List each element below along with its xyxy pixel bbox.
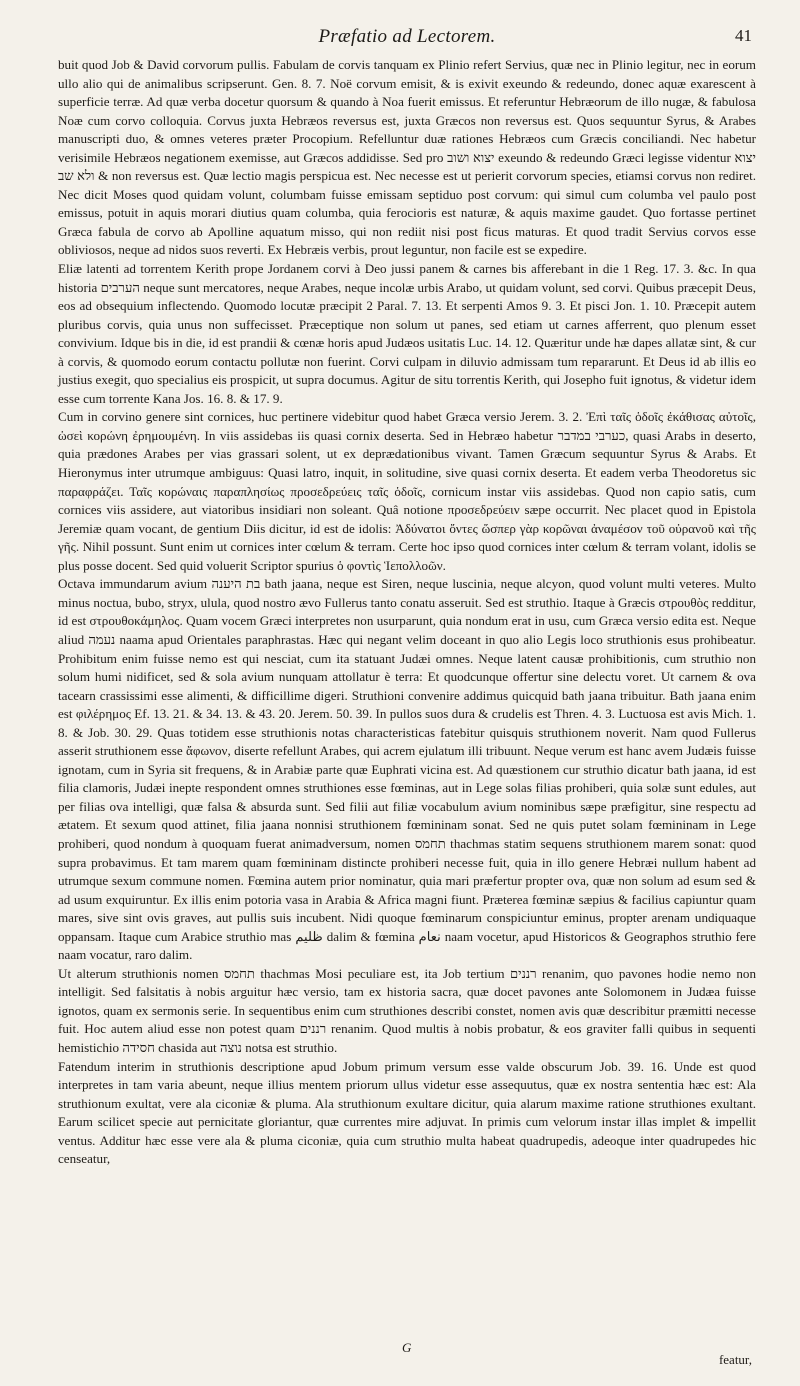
running-title: Præfatio ad Lectorem.	[318, 26, 496, 47]
running-head	[58, 26, 756, 52]
paragraph: buit quod Job & David corvorum pullis. Fabulam de corvis tanquam ex Plinio refert Servius, quæ nec in Plinio legitur, nec in eorum ullo alio qui de animalibus scripserunt. Gen. 8. 7. Noë corvum emisit, & is exivit exeundo & redeundo, donec aquæ exarescent à superficie terræ. Ad quæ verba docetur quorsum & quando à Noa fuerit emissus. Et referuntur Hebræorum de illo nugæ, & fabulosa Noæ cum corvo colloquia. Corvus juxta Hebræos reversus est, juxta Græcos non reversus est. Quos sequuntur Syrus, & Arabes manuscripti duo, & omnes veteres præter Procopium. Refelluntur duæ rationes Hebræos cum Græcis conciliandi. Nec habetur verisimile Hebræos negationem exemisse, aut Græcos addidisse. Sed pro יצוא ושוב exeundo & redeundo Græci legisse videntur יצוא ולא שב & non reversus est. Quæ lectio magis perspicua est. Nec necesse est ut perierit corvorum species, etiamsi corvus non rediret. Nec dicit Moses quod quidam volunt, columbam fuisse emissam septiduo post corvum: qui simul cum columba vel paulo post emissus, potuit in aquis morari diutius quam columba, quia ferocioris est naturæ, & aquis maxime gaudet. Quo fortasse pertinet Græca fabula de corvo ab Apolline aquatum misso, qui non rediit nisi post ficus maturas. Et quod tradit Servius corvos esse obliviosos, neque ad nidos suos reverti. Ex Hebræis verbis, prout leguntur, non facile est se expedire.	[58, 57, 757, 258]
signature-mark: G	[402, 1340, 412, 1355]
body-text	[58, 56, 756, 1169]
catchword: featur,	[718, 1352, 752, 1367]
paragraph: Cum in corvino genere sint cornices, huc pertinere videbitur quod habet Græca versio Jerem. 3. 2. Ἐπὶ ταῖς ὁδοῖς ἐκάθισας αὐτοῖς, ὡσεὶ κορώνη ἐρημουμένη. In viis assidebas iis quasi cornix deserta. Sed in Hebræo habetur כערבי במדבר, quasi Arabs in deserto, quia prædones Arabes per vias grassari solent, ut ex deprædationibus vivant. Tamen Græcum sequuntur Syrus & Arabs. Et Hieronymus inter utrumque ambiguus: Quasi latro, inquit, in solitudine, sive quasi cornix deserta. Et eadem verba Theodoretus sic παραφράζει. Ταῖς κορώναις παραπλησίως προσεδρεύεις ταῖς ὁδοῖς, cornicum instar viis assidebas. Quod non capio satis, cum cornices viis assidere, aut viatoribus insidiari non soleant. Quâ notione προσεδρεύειν sæpe occurrit. Nec placet quod in Epistola Jeremiæ quam vocant, de gentium Diis dicitur, id est de idolis: Ἀδύνατοι ὄντες ὥσπερ γὰρ κορῶναι ἀναμέσον τοῦ οὐρανοῦ καὶ τῆς γῆς. Nihil possunt. Sunt enim ut cornices inter cœlum & terram. Certe hoc ipso quod cornices inter cœlum & terram volant, idolis se plus posse docent. Sed quid voluerit Scriptor spurius ὁ φοντὶς Ἱεπολλοῶν.	[58, 409, 756, 573]
paragraph: Octava immundarum avium בת היענה bath jaana, neque est Siren, neque luscinia, neque alcyon, quod volunt multi veteres. Multo minus noctua, bubo, stryx, ulula, quod nostro ævo Fullerus tanto conatu asseruit. Sed est struthio. Itaque à Græcis στρουθὸς redditur, id est στρουθοκάμηλος. Quam vocem Græci interpretes non usurparunt, quia nondum erat in usu, cum Græca versio edita est. Neque aliud נעמה naama apud Orientales paraphrastas. Hæc qui negant velim doceant in quo alio Legis loco struthionis esus prohibeatur. Prohibitum enim fuisse nemo est qui nesciat, cum ita statuant Judæi omnes. Neque latent causæ prohibitionis, cum struthio non solum humi nidificet, sed & sola avium nunquam attollatur è terra: Et quodcunque offertur sine delectu voret. Ut carnem & ova tacearn crassissimi esse alimenti, & difficillime digeri. Struthioni convenire addimus quicquid bath jaana tribuitur. Bath jaana enim est φιλέρημος Ef. 13. 21. & 34. 13. & 43. 20. Jerem. 50. 39. In pullos suos dura & crudelis est Thren. 4. 3. Luctuosa est avis Mich. 1. 8. & Job. 30. 29. Quas totidem esse struthionis notas characteristicas fatebitur quisquis struthionem noverit. Nam quod Fullerus asserit struthionem esse ἄφωνον, diserte refellunt Arabes, qui acrem ejulatum illi tribuunt. Neque verum est hanc avem Judæis fuisse ignotam, cum in Syria sit frequens, & in Arabiæ parte quæ Euphrati vicina est. Ad quæstionem cur struthio dicatur bath jaana, id est filia clamoris, Judæi inepte respondent omnes struthiones esse fœminas, aut in Lege solas filias prohiberi, quia solæ sunt edules, aut per filias ova intelligi, quæ falsa & absurda sunt. Sed filii aut filiæ vocabulum avium nominibus sæpe præfigitur, sine respectu ad ætatem. Et sexum quod attinet, filia jaana nonnisi struthionem fœmininam sonat. Sed ne quis putet solam fœmininam in Lege prohiberi, quod nondum à quoquam fuerat animadversum, nomen תחמס thachmas statim sequens struthionem marem sonat: quod supra probavimus. Et tam marem quam fœmininam distincte prohiberi necesse fuit, quia in illo genere Hebræi nullum habent ad utrumque sexum commune nomen. Fœmina autem prior nominatur, quia mari præfertur propter ova, quæ non solum ad esum sed & ad usum exquiruntur. Ex illis enim potoria vasa in Arabia & Africa magni fiunt. Præterea fœminæ sæpius & facilius capiuntur quam mares, sive sint ovis graves, aut pullis suis incubent. Nidi quoque fœminarum conspiciuntur eminus, propter arenam undiquaque oppansam. Itaque cum Arabice struthio mas ظليم dalim & fœmina نعام naam vocetur, apud Historicos & Geographos struthio fere naam vocatur, raro dalim.	[58, 576, 756, 963]
page-number: 41	[735, 26, 752, 45]
paragraph: Ut alterum struthionis nomen תחמס thachmas Mosi peculiare est, ita Job tertium רננים renanim, quo pavones hodie nemo non intelligit. Sed falsitatis à nobis arguitur hæc versio, tam ex historia sacra, quæ docet pavones ante Solomonem in Judæa fuisse ignotos, quam ex sermonis serie. In sequentibus enim cum struthiones describi constet, nomen avis quæ describitur præmitti necesse fuit. Hoc autem aliud esse non potest quam רננים renanim. Quod multis à nobis probatur, & eos graviter falli quibus in sequenti hemistichio חסידה chasida aut נוצה notsa est struthio.	[58, 965, 756, 1055]
paragraph: Eliæ latenti ad torrentem Kerith prope Jordanem corvi à Deo jussi panem & carnes bis afferebant in die 1 Reg. 17. 3. &c. In qua historia הערבים neque sunt mercatores, neque Arabes, neque incolæ urbis Arabo, ut quidam volunt, sed corvi. Quibus præcepit Deus, eos ad obsequium inflectendo. Quomodo locutæ præcipit 2 Paral. 7. 13. Et serpenti Amos 9. 3. Et pisci Jon. 1. 10. Præcepit autem pluribus corvis, quia unus non suffecisset. Præceptique non solum ut panes, sed etiam ut carnes afferrent, quo plenum esset convivium. Idque bis in die, id est prandii & cœnæ horis apud Judæos usitatis Luc. 14. 12. Quæritur unde hæ dapes allatæ sint, & cur à corvis, & quomodo eorum contactu pollutæ non fuerint. Corvi culpam in diluvio admissam tum repararunt. Et Deus id ab illis eo justius exegit, quo specialius eis prospicit, ut supra documus. Agitur de situ torrentis Kerith, qui Josepho fuit ignotus, & videtur idem esse cum torrente Kana Jos. 16. 8. & 17. 9.	[58, 261, 756, 406]
paragraph: Fatendum interim in struthionis descriptione apud Jobum primum versum esse valde obscurum Job. 39. 16. Unde est quod interpretes in tam varia abeunt, neque illius mentem priorum ullus videtur esse assequutus, quæ ex nostra sententia hæc est: Ala struthionum exultat, vere ala ciconiæ & pluma. Ala struthionum exultare dicitur, quia alarum maxime ratione struthiones exultant. Earum scilicet specie aut pernicitate gloriantur, quæ currentes mire adjuvat. In primis cum velorum instar illas implet & impellit ventus. Additur hæc esse vere ala & pluma ciconiæ, quia cum struthio multa habeat quadrupedis, adeoque inter quadrupedes hic censeatur,	[58, 1058, 756, 1167]
